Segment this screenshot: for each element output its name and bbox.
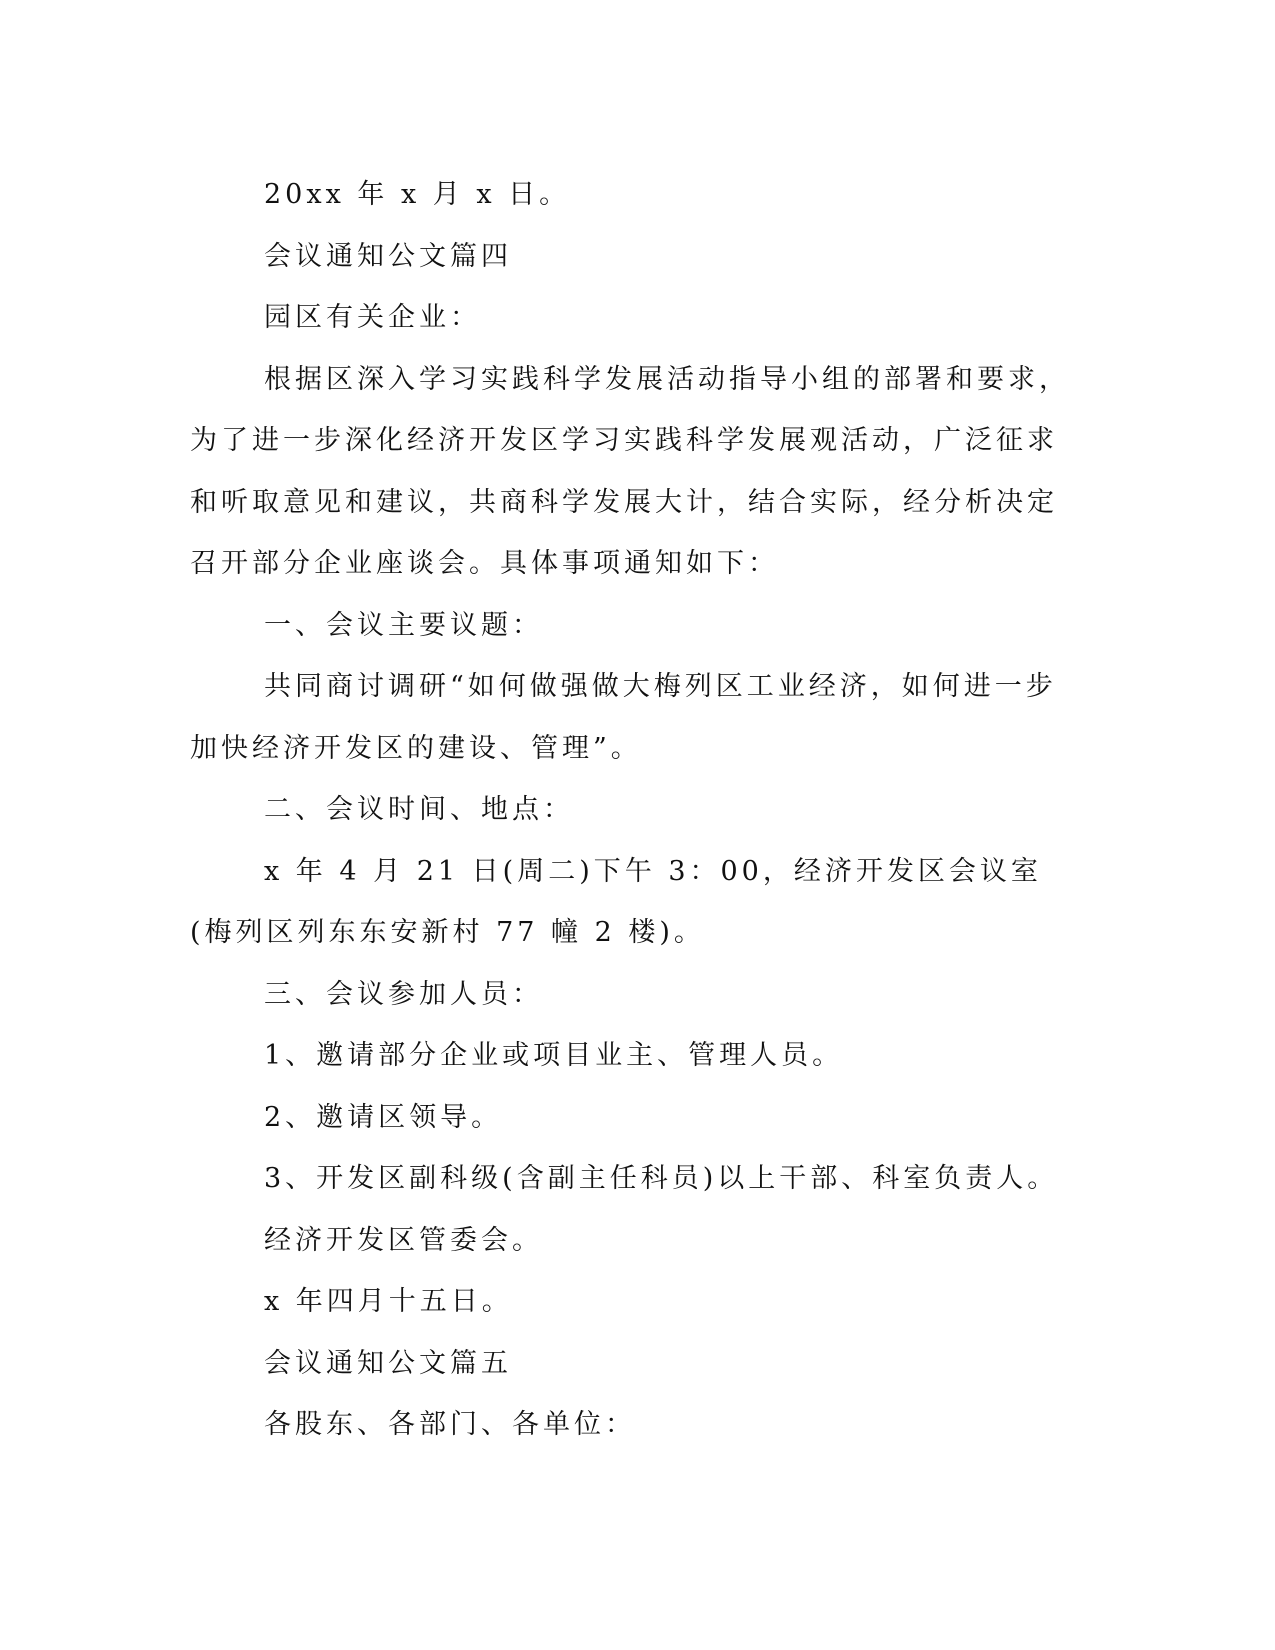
attendee-item-3: 3、开发区副科级(含副主任科员)以上干部、科室负责人。 <box>264 1163 1059 1194</box>
attendee-item-2: 2、邀请区领导。 <box>264 1101 503 1133</box>
body-paragraph-topic: 共同商讨调研“如何做强做大梅列区工业经济，如何进一步加快经济开发区的建设、管理”。 <box>190 671 1057 764</box>
body-paragraph-intro: 根据区深入学习实践科学发展活动指导小组的部署和要求，为了进一步深化经济开发区学习实践科学发展观活动，广泛征求和听取意见和建议，共商科学发展大计，结合实际，经分析决定召开部分企业座谈会。具体事项通知如下： <box>190 363 1070 579</box>
heading-time-place: 二、会议时间、地点： <box>264 794 574 825</box>
heading-attendees: 三、会议参加人员： <box>264 978 543 1010</box>
heading-topic: 一、会议主要议题： <box>264 609 543 641</box>
signature-date: x 年四月十五日。 <box>264 1286 513 1317</box>
document-body <box>190 164 1070 1456</box>
salutation: 园区有关企业： <box>264 302 481 333</box>
date-line: 20xx 年 x 月 x 日。 <box>264 179 571 210</box>
salutation-2: 各股东、各部门、各单位： <box>264 1409 636 1440</box>
section-title-4: 会议通知公文篇四 <box>264 240 512 272</box>
body-paragraph-time-place: x 年 4 月 21 日(周二)下午 3：00，经济开发区会议室(梅列区列东东安新村 77 幢 2 楼)。 <box>190 855 1042 948</box>
attendee-item-1: 1、邀请部分企业或项目业主、管理人员。 <box>264 1040 844 1071</box>
signature-organization: 经济开发区管委会。 <box>264 1224 543 1256</box>
section-title-5: 会议通知公文篇五 <box>264 1347 512 1379</box>
